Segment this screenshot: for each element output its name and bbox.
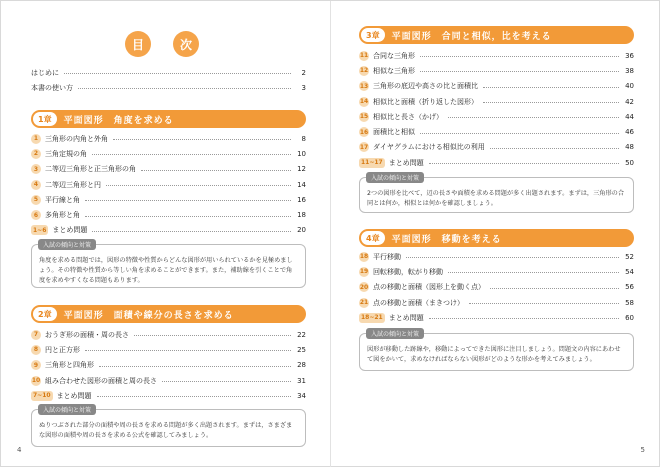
toc-entry-page: 38 (622, 67, 634, 75)
leader-dots (134, 335, 291, 336)
toc-entry-page: 34 (294, 392, 306, 400)
toc-entry-title: 組み合わせた図形の面積と周の長さ (45, 376, 157, 385)
chapter-1-title: 平面図形 角度を求める (63, 115, 174, 126)
toc-entry-page: 36 (622, 52, 634, 60)
toc-entry[interactable] (31, 327, 306, 342)
chapter-4-list (359, 249, 634, 325)
toc-entry-page: 10 (294, 150, 306, 158)
toc-entry-page: 48 (622, 143, 634, 151)
mokuji-char-2: 次 (173, 31, 199, 57)
leader-dots (420, 133, 619, 134)
chapter-4-trend-box (359, 333, 634, 371)
toc-entry-page: 52 (622, 253, 634, 261)
toc-entry[interactable] (31, 373, 306, 388)
leader-dots (64, 73, 291, 74)
toc-entry-title: 三角形の内角と外角 (45, 134, 108, 143)
trend-text: 2つの図形を比べて，辺の長さや面積を求める問題が多く出題されます。まずは，三角形の合同とは何か，相似とは何かを確認しましょう。 (367, 190, 625, 207)
lesson-number-icon: 13 (359, 82, 369, 90)
chapter-2-banner (31, 305, 306, 323)
lesson-number-icon: 16 (359, 128, 369, 136)
leader-dots (469, 303, 619, 304)
toc-entry-page: 50 (622, 159, 634, 167)
toc-entry[interactable] (31, 177, 306, 192)
lesson-number-icon: 3 (31, 164, 41, 174)
leader-dots (113, 139, 291, 140)
toc-entry-page: 12 (294, 165, 306, 173)
lesson-number-icon: 15 (359, 113, 369, 121)
lesson-number-icon: 5 (31, 195, 41, 205)
toc-entry-page: 58 (622, 299, 634, 307)
page-number-left: 4 (17, 446, 22, 454)
toc-entry[interactable] (359, 140, 634, 155)
toc-entry-page: 42 (622, 98, 634, 106)
toc-entry[interactable] (359, 155, 634, 170)
toc-entry-title: はじめに (31, 68, 59, 77)
toc-entry[interactable] (359, 249, 634, 264)
leader-dots (420, 71, 619, 72)
toc-entry-title: 相似な三角形 (373, 66, 415, 75)
toc-entry[interactable] (359, 264, 634, 279)
lesson-number-icon: 20 (359, 283, 369, 291)
leader-dots (92, 231, 291, 232)
chapter-3-list (359, 48, 634, 170)
toc-entry[interactable] (359, 94, 634, 109)
toc-entry-title: 平行移動 (373, 252, 401, 261)
toc-entry[interactable] (359, 310, 634, 325)
toc-entry[interactable] (359, 63, 634, 78)
toc-entry-title: まとめ問題 (56, 391, 92, 400)
mokuji-char-1: 目 (125, 31, 151, 57)
leader-dots (483, 87, 619, 88)
toc-entry-page: 18 (294, 211, 306, 219)
toc-entry-title: 二等辺三角形と円 (45, 180, 101, 189)
toc-entry-title: 合同な三角形 (373, 51, 415, 60)
leader-dots (85, 216, 291, 217)
toc-entry[interactable] (31, 342, 306, 357)
toc-entry-page: 25 (294, 346, 306, 354)
lesson-number-icon: 1 (31, 134, 41, 144)
trend-text: ぬりつぶされた部分の面積や周の長さを求める問題が多く出題されます。まずは，さまざまな図形の面積や周の長さを求める公式を確認してみましょう。 (39, 422, 293, 439)
leader-dots (106, 185, 291, 186)
toc-entry-title: 二等辺三角形と正三角形の角 (45, 165, 136, 174)
lesson-number-icon: 18 (359, 253, 369, 261)
toc-entry-title: 三角形と四角形 (45, 361, 94, 370)
toc-entry-title: 相似比と面積（折り返した図形） (373, 97, 478, 106)
leader-dots (97, 396, 291, 397)
lesson-number-icon: 10 (31, 377, 41, 385)
toc-entry-page: 31 (294, 377, 306, 385)
toc-entry[interactable] (359, 109, 634, 124)
trend-heading: 入試の傾向と対策 (38, 404, 96, 415)
toc-entry-page: 28 (294, 361, 306, 369)
toc-entry-title: まとめ問題 (388, 158, 424, 167)
lesson-number-icon: 6 (31, 210, 41, 220)
leader-dots (448, 272, 619, 273)
page-number-right: 5 (640, 446, 645, 454)
toc-entry[interactable] (31, 223, 306, 238)
lesson-range-icon: 7~10 (33, 392, 51, 400)
toc-entry-page: 46 (622, 128, 634, 136)
chapter-3-trend-box (359, 177, 634, 213)
lesson-number-icon: 17 (359, 143, 369, 151)
toc-entry[interactable] (359, 280, 634, 295)
trend-heading: 入試の傾向と対策 (38, 239, 96, 250)
lesson-number-icon: 8 (31, 345, 41, 355)
chapter-2-title: 平面図形 面積や線分の長さを求める (63, 310, 234, 321)
toc-entry[interactable] (31, 162, 306, 177)
left-page (1, 1, 330, 467)
chapter-4-banner (359, 229, 634, 247)
lesson-range-icon: 11~17 (361, 159, 383, 167)
lesson-number-icon: 11 (359, 52, 369, 60)
trend-heading: 入試の傾向と対策 (366, 328, 424, 339)
leader-dots (483, 102, 619, 103)
right-page (331, 1, 660, 467)
toc-entry-title: おうぎ形の面積・周の長さ (45, 330, 129, 339)
lesson-number-icon: 19 (359, 268, 369, 276)
chapter-1-number: 1章 (33, 112, 57, 126)
toc-entry-page: 8 (294, 135, 306, 143)
chapter-3-number: 3章 (361, 28, 385, 42)
toc-entry[interactable] (31, 207, 306, 222)
trend-text: 角度を求める問題では，図形の特徴や性質からどんな図形が用いられているかを見極めましょう。その特徴や性質から等しい角を求めることができます。また，補助線を引くことで角度を求めやすくなる問題もあります。 (39, 257, 293, 284)
leader-dots (78, 88, 291, 89)
lesson-number-icon: 21 (359, 299, 369, 307)
toc-entry-page: 2 (294, 69, 306, 77)
lesson-number-icon: 9 (31, 360, 41, 370)
lesson-number-icon: 2 (31, 149, 41, 159)
chapter-2-list (31, 327, 306, 403)
toc-entry-title: 本書の使い方 (31, 83, 73, 92)
chapter-1-banner (31, 110, 306, 128)
toc-entry-page: 14 (294, 181, 306, 189)
toc-entry-page: 44 (622, 113, 634, 121)
trend-heading: 入試の傾向と対策 (366, 172, 424, 183)
chapter-3-banner (359, 26, 634, 44)
trend-text: 図形が移動した跡線や，移動によってできた図形に注目しましょう。問題文の内容にあわせて図をかいて，求めなければならない図形がどのような形かを考えてみましょう。 (367, 346, 621, 363)
toc-entry[interactable] (31, 388, 306, 403)
lesson-range-icon: 1~6 (33, 226, 47, 234)
toc-entry-page: 54 (622, 268, 634, 276)
leader-dots (490, 148, 619, 149)
toc-entry-title: 三角形の底辺や高さの比と面積比 (373, 82, 478, 91)
lesson-number-icon: 4 (31, 180, 41, 190)
lesson-number-icon: 12 (359, 67, 369, 75)
leader-dots (99, 366, 291, 367)
chapter-2-number: 2章 (33, 307, 57, 321)
leader-dots (429, 163, 619, 164)
toc-entry-title: まとめ問題 (388, 313, 424, 322)
leader-dots (141, 170, 291, 171)
leader-dots (406, 257, 619, 258)
lesson-number-icon: 14 (359, 98, 369, 106)
toc-entry-title: 点の移動と面積（図形上を動く点） (373, 283, 485, 292)
intro-list (31, 65, 306, 95)
toc-entry-page: 20 (294, 226, 306, 234)
mokuji-heading (125, 31, 199, 57)
lesson-number-icon: 7 (31, 330, 41, 340)
chapter-4-number: 4章 (361, 231, 385, 245)
toc-entry[interactable] (31, 192, 306, 207)
toc-entry[interactable] (31, 146, 306, 161)
toc-entry-title: 三角定規の角 (45, 149, 87, 158)
toc-entry[interactable] (359, 48, 634, 63)
chapter-4-title: 平面図形 移動を考える (391, 234, 502, 245)
toc-entry[interactable] (31, 65, 306, 80)
toc-entry[interactable] (31, 358, 306, 373)
toc-entry-page: 22 (294, 331, 306, 339)
toc-entry-title: 平行線と角 (45, 195, 80, 204)
leader-dots (448, 117, 619, 118)
toc-entry-page: 40 (622, 82, 634, 90)
toc-entry[interactable] (359, 79, 634, 94)
toc-entry-page: 16 (294, 196, 306, 204)
toc-entry-page: 56 (622, 283, 634, 291)
chapter-3-title: 平面図形 合同と相似，比を考える (391, 31, 552, 42)
lesson-range-icon: 18~21 (361, 314, 383, 322)
leader-dots (85, 350, 291, 351)
chapter-1-list (31, 131, 306, 238)
toc-entry-title: 相似比と長さ（かげ） (373, 112, 443, 121)
toc-entry[interactable] (359, 295, 634, 310)
leader-dots (490, 288, 619, 289)
toc-entry-title: ダイヤグラムにおける相似比の利用 (373, 143, 485, 152)
leader-dots (162, 381, 291, 382)
leader-dots (429, 318, 619, 319)
toc-entry-title: 点の移動と面積（まきつけ） (373, 298, 464, 307)
toc-entry-title: 多角形と角 (45, 211, 80, 220)
toc-entry-page: 3 (294, 84, 306, 92)
toc-entry-page: 60 (622, 314, 634, 322)
toc-entry-title: 回転移動，転がり移動 (373, 267, 443, 276)
chapter-1-trend-box (31, 244, 306, 288)
toc-entry[interactable] (359, 124, 634, 139)
leader-dots (85, 200, 291, 201)
leader-dots (92, 154, 291, 155)
toc-entry[interactable] (31, 80, 306, 95)
chapter-2-trend-box (31, 409, 306, 447)
toc-entry-title: 円と正方形 (45, 345, 80, 354)
toc-entry[interactable] (31, 131, 306, 146)
leader-dots (420, 56, 619, 57)
toc-entry-title: まとめ問題 (52, 226, 88, 235)
toc-entry-title: 面積比と相似 (373, 128, 415, 137)
